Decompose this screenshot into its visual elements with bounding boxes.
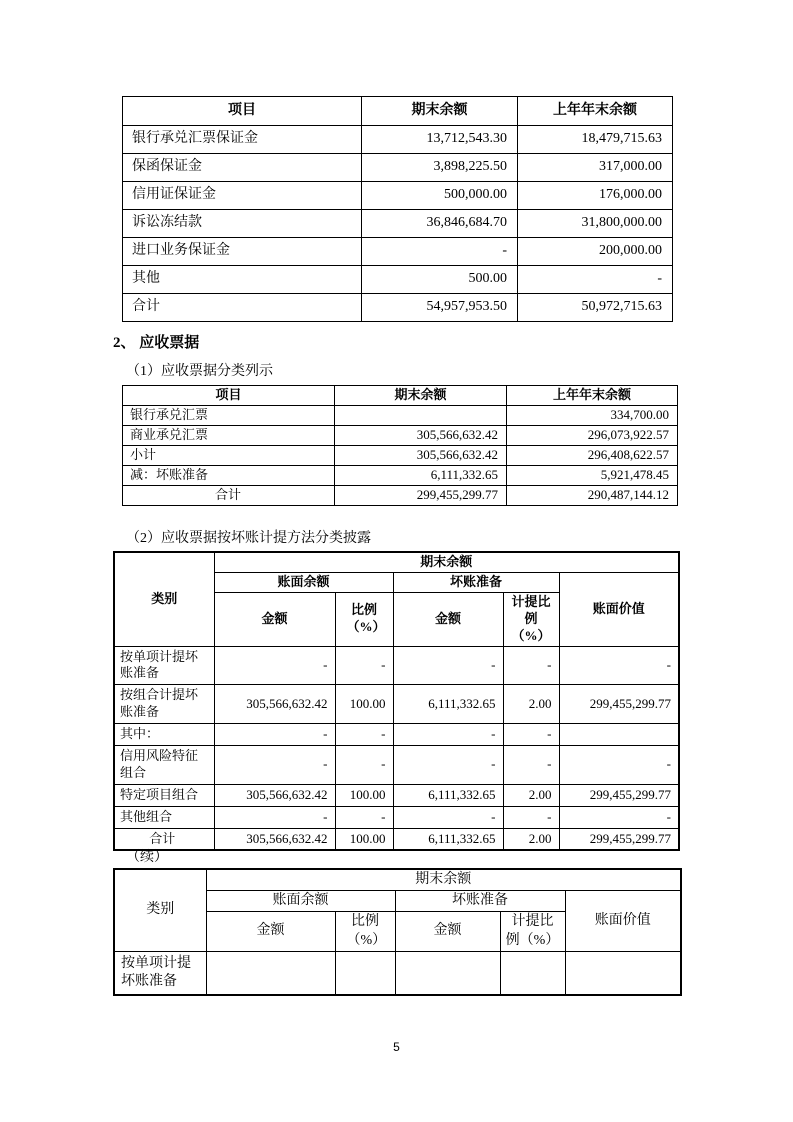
cell-value: -: [559, 806, 679, 828]
table-row: [123, 486, 678, 506]
column-header-ending-balance: 期末余额: [206, 869, 681, 891]
row-label: 按组合计提坏账准备: [114, 685, 214, 724]
table-header-row: [123, 386, 678, 406]
row-label: 其他组合: [114, 806, 214, 828]
cell-value: 305,566,632.42: [214, 784, 335, 806]
table-header-row: [114, 552, 679, 572]
cell-value: -: [335, 646, 393, 685]
column-header-book-balance: 账面余额: [206, 891, 395, 912]
cell-value: 31,800,000.00: [518, 210, 673, 238]
cell-value: 299,455,299.77: [335, 486, 507, 506]
column-header-book-value: 账面价值: [565, 891, 681, 952]
cell-value: 100.00: [335, 685, 393, 724]
column-header-amount: 金额: [395, 912, 500, 951]
guarantee-deposits-table: [122, 96, 673, 322]
cell-value: -: [214, 646, 335, 685]
table-header-row: [114, 869, 681, 891]
cell-value: 299,455,299.77: [559, 685, 679, 724]
cell-value: -: [559, 646, 679, 685]
cell-value: 305,566,632.42: [335, 446, 507, 466]
cell-value: [395, 951, 500, 995]
column-header-ratio: 比例（%）: [335, 912, 395, 951]
cell-value: [559, 724, 679, 746]
cell-value: -: [335, 724, 393, 746]
row-label: 小计: [123, 446, 335, 466]
section-title-notes-receivable: 2、 应收票据: [113, 335, 200, 351]
column-header-amount: 金额: [393, 592, 503, 646]
column-header-bad-debt-provision: 坏账准备: [395, 891, 565, 912]
row-label: 信用风险特征组合: [114, 746, 214, 785]
table-row: [123, 406, 678, 426]
cell-value: 200,000.00: [518, 238, 673, 266]
cell-value: 54,957,953.50: [362, 294, 518, 322]
row-label: 合计: [114, 828, 214, 850]
cell-value: -: [393, 746, 503, 785]
bad-debt-provision-table: [113, 551, 680, 851]
row-label: 保函保证金: [123, 154, 362, 182]
column-header-prior-year-balance: 上年年末余额: [518, 97, 673, 126]
row-label: 商业承兑汇票: [123, 426, 335, 446]
cell-value: 2.00: [503, 784, 559, 806]
continued-label: （续）: [126, 850, 168, 865]
table-row: [114, 951, 681, 995]
table-row: [123, 154, 673, 182]
cell-value: 6,111,332.65: [393, 784, 503, 806]
table-row: [123, 126, 673, 154]
table-row: [114, 646, 679, 685]
column-header-ending-balance: 期末余额: [335, 386, 507, 406]
cell-value: 3,898,225.50: [362, 154, 518, 182]
table-row: [123, 426, 678, 446]
column-header-ending-balance: 期末余额: [214, 552, 679, 572]
cell-value: 6,111,332.65: [393, 685, 503, 724]
row-label: 特定项目组合: [114, 784, 214, 806]
cell-value: -: [518, 266, 673, 294]
cell-value: -: [503, 746, 559, 785]
cell-value: -: [214, 724, 335, 746]
cell-value: 305,566,632.42: [214, 828, 335, 850]
column-header-item: 项目: [123, 97, 362, 126]
column-header-provision-ratio: 计提比例（%）: [500, 912, 565, 951]
cell-value: 2.00: [503, 828, 559, 850]
row-label: 银行承兑汇票: [123, 406, 335, 426]
bad-debt-provision-table-continued: [113, 868, 682, 996]
cell-value: [335, 406, 507, 426]
cell-value: [500, 951, 565, 995]
row-label: 诉讼冻结款: [123, 210, 362, 238]
column-header-book-balance: 账面余额: [214, 572, 393, 592]
cell-value: 6,111,332.65: [393, 828, 503, 850]
column-header-ratio: 比例（%）: [335, 592, 393, 646]
row-label: 信用证保证金: [123, 182, 362, 210]
cell-value: -: [335, 806, 393, 828]
column-header-provision-ratio: 计提比例（%）: [503, 592, 559, 646]
subsection-title-classification: （1）应收票据分类列示: [126, 364, 273, 379]
cell-value: 296,408,622.57: [507, 446, 678, 466]
cell-value: 5,921,478.45: [507, 466, 678, 486]
cell-value: 296,073,922.57: [507, 426, 678, 446]
row-label: 按单项计提坏账准备: [114, 951, 206, 995]
cell-value: 176,000.00: [518, 182, 673, 210]
column-header-item: 项目: [123, 386, 335, 406]
cell-value: -: [503, 646, 559, 685]
column-header-book-value: 账面价值: [559, 572, 679, 646]
cell-value: 6,111,332.65: [335, 466, 507, 486]
page-number: 5: [393, 1040, 400, 1054]
cell-value: 299,455,299.77: [559, 828, 679, 850]
subsection-title-provision-method: （2）应收票据按坏账计提方法分类披露: [126, 531, 371, 546]
table-row: [123, 446, 678, 466]
cell-value: -: [393, 724, 503, 746]
cell-value: 18,479,715.63: [518, 126, 673, 154]
table-row: [123, 210, 673, 238]
cell-value: [565, 951, 681, 995]
cell-value: [335, 951, 395, 995]
cell-value: [206, 951, 335, 995]
row-label: 减：坏账准备: [123, 466, 335, 486]
cell-value: 100.00: [335, 784, 393, 806]
column-header-amount: 金额: [206, 912, 335, 951]
row-label: 合计: [123, 294, 362, 322]
cell-value: -: [503, 806, 559, 828]
column-header-bad-debt-provision: 坏账准备: [393, 572, 559, 592]
table-row: [123, 266, 673, 294]
row-label: 进口业务保证金: [123, 238, 362, 266]
cell-value: 290,487,144.12: [507, 486, 678, 506]
cell-value: 305,566,632.42: [335, 426, 507, 446]
table-header-row: [123, 97, 673, 126]
column-header-prior-year-balance: 上年年末余额: [507, 386, 678, 406]
table-row: [114, 784, 679, 806]
cell-value: 305,566,632.42: [214, 685, 335, 724]
cell-value: -: [214, 806, 335, 828]
cell-value: 299,455,299.77: [559, 784, 679, 806]
cell-value: -: [214, 746, 335, 785]
cell-value: -: [559, 746, 679, 785]
cell-value: 36,846,684.70: [362, 210, 518, 238]
row-label: 其中：: [114, 724, 214, 746]
row-label: 合计: [123, 486, 335, 506]
column-header-category: 类别: [114, 869, 206, 951]
table-row: [123, 294, 673, 322]
cell-value: 500,000.00: [362, 182, 518, 210]
cell-value: 13,712,543.30: [362, 126, 518, 154]
cell-value: -: [503, 724, 559, 746]
cell-value: -: [335, 746, 393, 785]
cell-value: 100.00: [335, 828, 393, 850]
row-label: 按单项计提坏账准备: [114, 646, 214, 685]
table-row: [123, 182, 673, 210]
cell-value: 2.00: [503, 685, 559, 724]
row-label: 银行承兑汇票保证金: [123, 126, 362, 154]
table-row: [114, 724, 679, 746]
column-header-category: 类别: [114, 552, 214, 646]
table-row: [114, 828, 679, 850]
row-label: 其他: [123, 266, 362, 294]
column-header-amount: 金额: [214, 592, 335, 646]
table-row: [114, 806, 679, 828]
cell-value: -: [362, 238, 518, 266]
table-row: [114, 685, 679, 724]
cell-value: 317,000.00: [518, 154, 673, 182]
cell-value: 334,700.00: [507, 406, 678, 426]
cell-value: 500.00: [362, 266, 518, 294]
cell-value: 50,972,715.63: [518, 294, 673, 322]
cell-value: -: [393, 646, 503, 685]
table-row: [123, 238, 673, 266]
column-header-ending-balance: 期末余额: [362, 97, 518, 126]
table-row: [123, 466, 678, 486]
cell-value: -: [393, 806, 503, 828]
table-row: [114, 746, 679, 785]
notes-receivable-classification-table: [122, 385, 678, 506]
